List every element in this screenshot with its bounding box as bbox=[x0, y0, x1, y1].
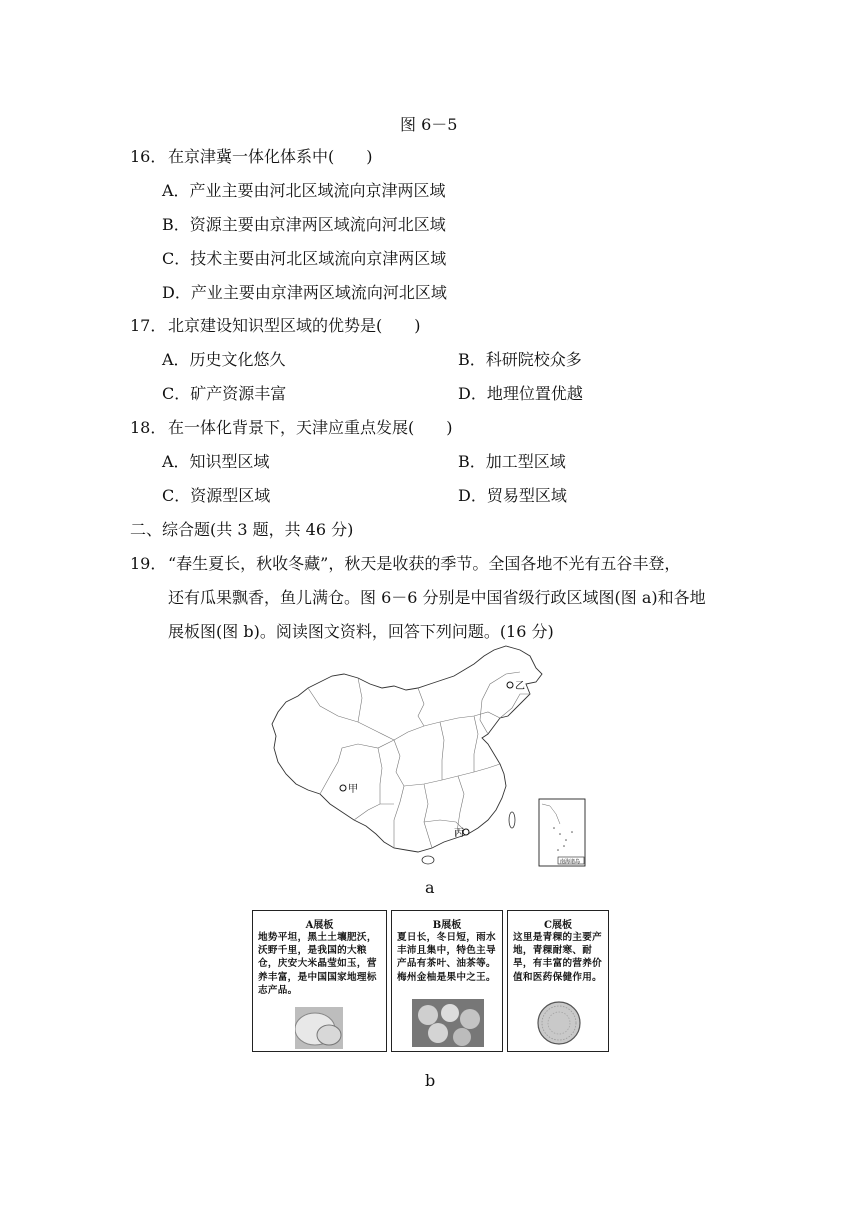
china-map-svg bbox=[268, 644, 588, 870]
south-china-sea-inset bbox=[539, 799, 585, 866]
question-18-option-c: C．资源型区域 bbox=[162, 486, 271, 505]
question-17-number: 17． bbox=[130, 316, 167, 335]
panel-b-pomelo-image bbox=[412, 999, 484, 1047]
question-17-option-d: D．地理位置优越 bbox=[458, 384, 583, 403]
question-16-option-a: A．产业主要由河北区域流向京津两区域 bbox=[162, 181, 446, 200]
panel-c-text: 这里是青稞的主要产地，青稞耐寒、耐旱，有丰富的营养价值和医药保健作用。 bbox=[513, 932, 603, 983]
panel-c-barley-image bbox=[535, 999, 583, 1047]
question-17-stem: 北京建设知识型区域的优势是( ) bbox=[168, 316, 421, 335]
taiwan-island bbox=[509, 812, 515, 828]
panel-a bbox=[252, 910, 387, 1052]
question-17-option-c: C．矿产资源丰富 bbox=[162, 384, 287, 403]
question-18-option-d: D．贸易型区域 bbox=[458, 486, 567, 505]
panel-c bbox=[507, 910, 609, 1052]
question-18-option-a: A．知识型区域 bbox=[162, 452, 270, 471]
province-boundaries bbox=[308, 672, 530, 848]
section-heading: 二、综合题(共 3 题，共 46 分) bbox=[130, 520, 354, 539]
panel-a-rice-image bbox=[295, 1007, 343, 1049]
question-16-option-b: B．资源主要由京津两区域流向河北区域 bbox=[162, 215, 446, 234]
panel-b-text: 夏日长，冬日短，雨水丰沛且集中，特色主导产品有茶叶、油茶等。梅州金柚是果中之王。 bbox=[397, 932, 496, 983]
panel-b bbox=[391, 910, 503, 1052]
question-16-number: 16． bbox=[130, 147, 167, 166]
inset-label: 南海诸岛 bbox=[560, 859, 581, 865]
china-province-map bbox=[268, 644, 588, 870]
location-jia-marker bbox=[340, 785, 346, 791]
figure-a-caption: a bbox=[425, 878, 435, 897]
question-18-option-b: B．加工型区域 bbox=[458, 452, 566, 471]
question-19-number: 19． bbox=[130, 554, 167, 573]
location-yi-label: 乙 bbox=[515, 681, 525, 692]
question-16-stem: 在京津冀一体化体系中( ) bbox=[168, 147, 373, 166]
question-16-option-c: C．技术主要由河北区域流向京津两区域 bbox=[162, 249, 447, 268]
question-18-number: 18． bbox=[130, 418, 167, 437]
figure-b-caption: b bbox=[425, 1071, 436, 1090]
location-yi-marker bbox=[507, 682, 513, 688]
hainan-island bbox=[422, 856, 434, 864]
panel-a-text: 地势平坦，黑土土壤肥沃，沃野千里，是我国的大粮仓，庆安大米晶莹如玉，营养丰富，是中国国家地理标志产品。 bbox=[258, 932, 377, 996]
location-bing-label: 丙 bbox=[454, 828, 464, 839]
question-19-line-3: 展板图(图 b)。阅读图文资料，回答下列问题。(16 分) bbox=[168, 622, 554, 641]
question-19-line-2: 还有瓜果飘香，鱼儿满仓。图 6－6 分别是中国省级行政区域图(图 a)和各地 bbox=[168, 588, 706, 607]
question-17-option-a: A．历史文化悠久 bbox=[162, 350, 286, 369]
question-19-line-1: “春生夏长，秋收冬藏”，秋天是收获的季节。全国各地不光有五谷丰登， bbox=[168, 554, 681, 573]
figure-caption: 图 6－5 bbox=[400, 115, 458, 134]
panel-c-title: C展板 bbox=[544, 920, 572, 931]
panel-b-title: B展板 bbox=[432, 920, 462, 931]
location-jia-label: 甲 bbox=[348, 784, 358, 795]
question-18-stem: 在一体化背景下，天津应重点发展( ) bbox=[168, 418, 453, 437]
question-17-option-b: B．科研院校众多 bbox=[458, 350, 582, 369]
question-16-option-d: D．产业主要由京津两区域流向河北区域 bbox=[162, 283, 447, 302]
panel-a-title: A展板 bbox=[305, 920, 334, 931]
